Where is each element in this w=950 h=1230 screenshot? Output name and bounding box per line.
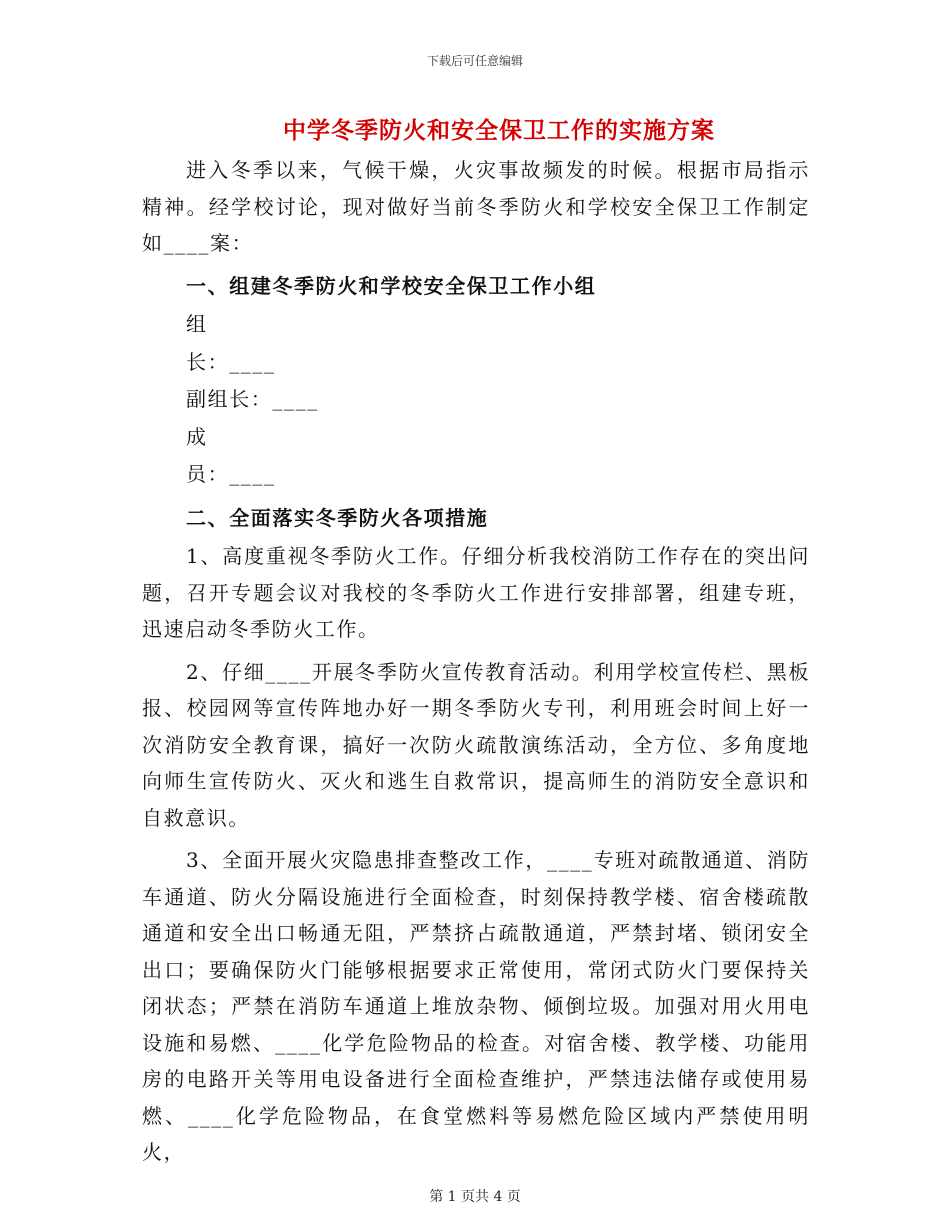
leader-label-line2: 长：____: [186, 349, 276, 374]
intro-paragraph: 进入冬季以来，气候干燥，火灾事故频发的时候。根据市局指示精神。经学校讨论，现对做好当前冬季防火和学校安全保卫工作制定如____案：: [142, 158, 810, 255]
document-body: [142, 152, 810, 1171]
deputy-leader-line: 副组长：____: [186, 387, 319, 411]
measure-item-2: 2、仔细____开展冬季防火宣传教育活动。利用学校宣传栏、黑板报、校园网等宣传阵地办好一期冬季防火专刊，利用班会时间上好一次消防安全教育课，搞好一次防火疏散演练活动，全方位、多角度地向师生宣传防火、灭火和逃生自救常识，提高师生的消防安全意识和自救意识。: [142, 659, 810, 830]
measure-item-1: 1、高度重视冬季防火工作。仔细分析我校消防工作存在的突出问题，召开专题会议对我校的冬季防火工作进行安排部署，组建专班，迅速启动冬季防火工作。: [142, 544, 810, 641]
measure-item-3: 3、全面开展火灾隐患排查整改工作，____专班对疏散通道、消防车通道、防火分隔设施进行全面检查，时刻保持教学楼、宿舍楼疏散通道和安全出口畅通无阻，严禁挤占疏散通道，严禁封堵、锁闭安全出口；要确保防火门能够根据要求正常使用，常闭式防火门要保持关闭状态；严禁在消防车通道上堆放杂物、倾倒垃圾。加强对用火用电设施和易燃、____化学危险物品的检查。对宿舍楼、教学楼、功能用房的电路开关等用电设备进行全面检查维护，严禁违法储存或使用易燃、____化学危险物品，在食堂燃料等易燃危险区域内严禁使用明火，: [142, 848, 810, 1164]
section-1-heading: 一、组建冬季防火和学校安全保卫工作小组: [186, 273, 597, 298]
member-label-line1: 成: [186, 424, 208, 449]
section-2-heading: 二、全面落实冬季防火各项措施: [186, 505, 489, 530]
document-title: 中学冬季防火和安全保卫工作的实施方案: [283, 117, 715, 144]
page-footer-number: 第 1 页共 4 页: [429, 1189, 521, 1205]
leader-label-line1: 组: [186, 312, 208, 336]
member-label-line2: 员：____: [186, 462, 276, 486]
page-header-note: 下载后可任意编辑: [426, 54, 523, 68]
